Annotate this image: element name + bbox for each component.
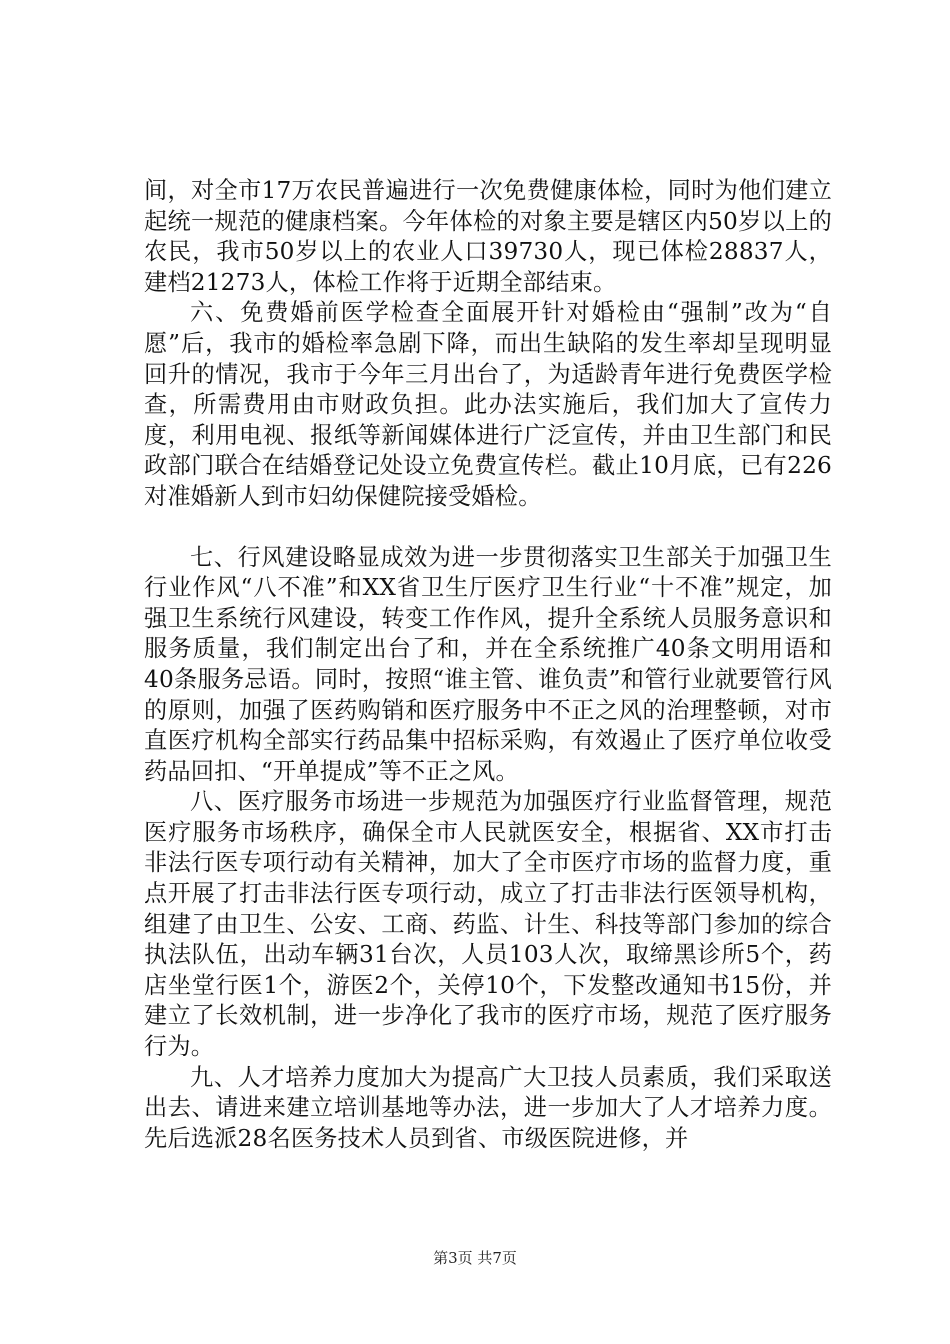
page-number-footer: 第3页 共7页 bbox=[433, 1249, 517, 1267]
paragraph-section-7: 七、行风建设略显成效为进一步贯彻落实卫生部关于加强卫生行业作风“八不准”和XX省卫生厅医疗卫生行业“十不准”规定，加强卫生系统行风建设，转变工作作风，提升全系统人员服务意识和服务质量，我们制定出台了和，并在全系统推广40条文明用语和40条服务忌语。同时，按照“谁主管、谁负责”和管行业就要管行风的原则，加强了医药购销和医疗服务中不正之风的治理整顿，对市直医疗机构全部实行药品集中招标采购，有效遏止了医疗单位收受药品回扣、“开单提成”等不正之风。 bbox=[144, 543, 832, 785]
paragraph-gap bbox=[144, 513, 832, 543]
paragraph-section-6: 六、免费婚前医学检查全面展开针对婚检由“强制”改为“自愿”后，我市的婚检率急剧下降，而出生缺陷的发生率却呈现明显回升的情况，我市于今年三月出台了，为适龄青年进行免费医学检查，所需费用由市财政负担。此办法实施后，我们加大了宣传力度，利用电视、报纸等新闻媒体进行广泛宣传，并由卫生部门和民政部门联合在结婚登记处设立免费宣传栏。截止10月底，已有226对准婚新人到市妇幼保健院接受婚检。 bbox=[144, 299, 832, 510]
paragraph-continuation: 间，对全市17万农民普遍进行一次免费健康体检，同时为他们建立起统一规范的健康档案。今年体检的对象主要是辖区内50岁以上的农民，我市50岁以上的农业人口39730人，现已体检28837人，建档21273人，体检工作将于近期全部结束。 bbox=[144, 177, 832, 296]
document-body bbox=[144, 176, 832, 1154]
paragraph-section-8: 八、医疗服务市场进一步规范为加强医疗行业监督管理，规范医疗服务市场秩序，确保全市人民就医安全，根据省、XX市打击非法行医专项行动有关精神，加大了全市医疗市场的监督力度，重点开展了打击非法行医专项行动，成立了打击非法行医领导机构，组建了由卫生、公安、工商、药监、计生、科技等部门参加的综合执法队伍，出动车辆31台次，人员103人次，取缔黑诊所5个，药店坐堂行医1个，游医2个，关停10个，下发整改通知书15份，并建立了长效机制，进一步净化了我市的医疗市场，规范了医疗服务行为。 bbox=[144, 788, 832, 1061]
paragraph-section-9: 九、人才培养力度加大为提高广大卫技人员素质，我们采取送出去、请进来建立培训基地等办法，进一步加大了人才培养力度。先后选派28名医务技术人员到省、市级医院进修，并 bbox=[144, 1063, 832, 1152]
